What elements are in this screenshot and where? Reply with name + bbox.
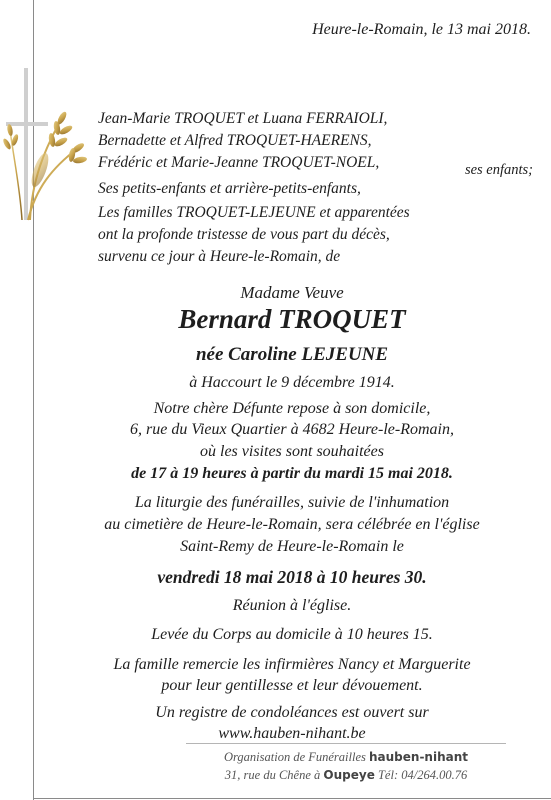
- children-label: ses enfants;: [464, 162, 533, 178]
- family-line: Jean-Marie TROQUET et Luana FERRAIOLI,: [98, 110, 388, 127]
- liturgy-line: au cimetière de Heure-le-Romain, sera célébrée en l'église: [104, 516, 480, 533]
- footer-organisation: [186, 750, 506, 765]
- liturgy-line: La liturgie des funérailles, suivie de l'inhumation: [134, 494, 450, 511]
- family-line: Les familles TROQUET-LEJEUNE et apparentées: [98, 204, 410, 221]
- frame-bottom-line: [33, 798, 551, 799]
- date-line: Heure-le-Romain, le 13 mai 2018.: [312, 21, 531, 38]
- meeting-line: Réunion à l'église.: [232, 597, 352, 614]
- registry-line: Un registre de condoléances est ouvert sur: [155, 704, 429, 721]
- viewing-line: où les visites sont souhaitées: [200, 443, 384, 460]
- deceased-maiden-name: née Caroline LEJEUNE: [195, 344, 389, 365]
- footer-org-prefix: Organisation de Funérailles: [223, 750, 366, 764]
- footer-brand: hauben-nihant: [369, 750, 469, 764]
- deceased-name: Bernard TROQUET: [178, 304, 406, 334]
- levee-line: Levée du Corps au domicile à 10 heures 15.: [151, 626, 433, 643]
- viewing-hours: de 17 à 19 heures à partir du mardi 15 mai 2018.: [131, 465, 453, 482]
- registry-url[interactable]: www.hauben-nihant.be: [218, 725, 366, 742]
- footer-divider: [186, 743, 506, 744]
- family-line: Bernadette et Alfred TROQUET-HAERENS,: [98, 132, 372, 149]
- footer-phone: Tél: 04/264.00.76: [377, 768, 468, 782]
- birth-line: à Haccourt le 9 décembre 1914.: [189, 374, 395, 391]
- footer-city: Oupeye: [323, 768, 375, 782]
- family-line: ont la profonde tristesse de vous part du décès,: [98, 226, 390, 243]
- footer-address-prefix: 31, rue du Chêne à: [224, 768, 321, 782]
- deceased-title: Madame Veuve: [240, 283, 344, 302]
- cross-with-wheat-icon: [0, 60, 90, 230]
- family-line: survenu ce jour à Heure-le-Romain, de: [98, 248, 341, 265]
- viewing-line: Notre chère Défunte repose à son domicile,: [153, 400, 431, 417]
- family-line: Ses petits-enfants et arrière-petits-enfants,: [98, 180, 361, 197]
- footer-address: [186, 768, 506, 783]
- thanks-line: pour leur gentillesse et leur dévouement.: [161, 677, 423, 694]
- liturgy-line: Saint-Remy de Heure-le-Romain le: [180, 538, 404, 555]
- liturgy-datetime: vendredi 18 mai 2018 à 10 heures 30.: [157, 567, 427, 587]
- viewing-line: 6, rue du Vieux Quartier à 4682 Heure-le-Romain,: [130, 421, 454, 438]
- thanks-line: La famille remercie les infirmières Nancy et Marguerite: [113, 656, 471, 673]
- family-line: Frédéric et Marie-Jeanne TROQUET-NOEL,: [98, 154, 380, 171]
